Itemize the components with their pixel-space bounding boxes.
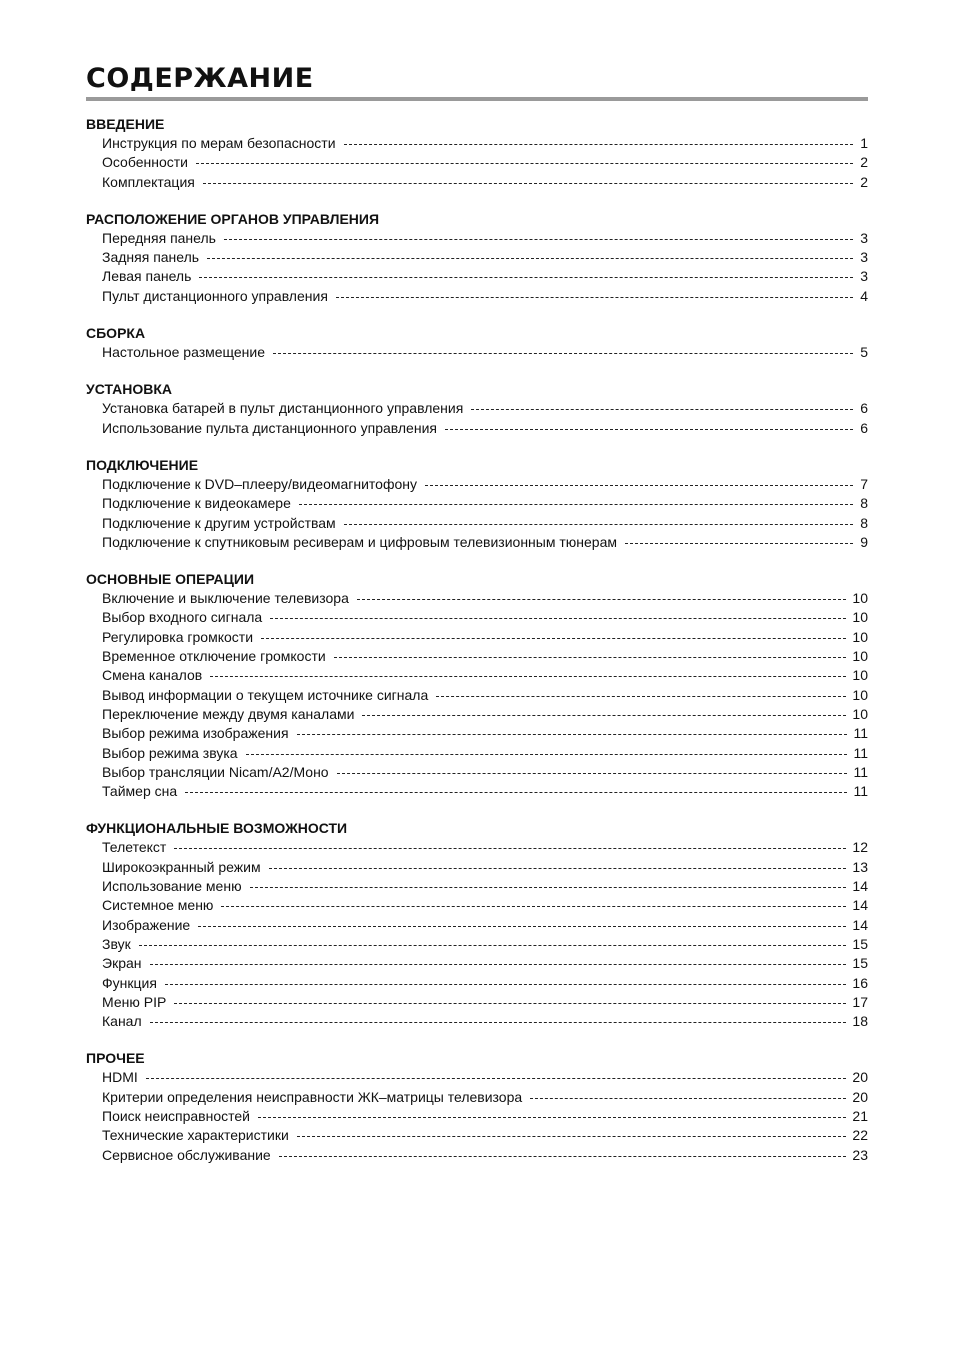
toc-entry[interactable] (86, 686, 868, 705)
section-heading: ПРОЧЕЕ (86, 1050, 145, 1067)
toc-entry-page-number: 3 (860, 229, 868, 246)
toc-entry-label: Выбор режима изображения (102, 725, 289, 742)
dot-leader (207, 258, 853, 259)
dot-leader (258, 1117, 846, 1118)
toc-entry-page-number: 11 (853, 763, 868, 780)
toc-section (86, 456, 868, 552)
toc-entry[interactable] (86, 399, 868, 418)
toc-entry-page-number: 9 (860, 533, 868, 550)
dot-leader (297, 1136, 847, 1137)
table-of-contents (86, 62, 868, 1183)
dot-leader (224, 239, 853, 240)
toc-section (86, 380, 868, 438)
toc-entry-page-number: 14 (852, 878, 868, 895)
toc-entry[interactable] (86, 287, 868, 306)
dot-leader (625, 543, 853, 544)
section-heading: ПОДКЛЮЧЕНИЕ (86, 456, 199, 473)
toc-entry-page-number: 17 (852, 993, 868, 1010)
toc-entry[interactable] (86, 1068, 868, 1087)
dot-leader (198, 926, 846, 927)
dot-leader (196, 163, 853, 164)
dot-leader (273, 353, 853, 354)
toc-entry[interactable] (86, 954, 868, 973)
toc-entry[interactable] (86, 763, 868, 782)
toc-entry[interactable] (86, 916, 868, 935)
toc-entry-page-number: 16 (852, 974, 868, 991)
toc-entry-page-number: 8 (860, 514, 868, 531)
toc-entry-page-number: 10 (852, 705, 868, 722)
toc-section (86, 210, 868, 306)
toc-entry[interactable] (86, 1012, 868, 1031)
toc-entry[interactable] (86, 647, 868, 666)
dot-leader (165, 984, 847, 985)
dot-leader (297, 734, 848, 735)
toc-entry-page-number: 3 (860, 249, 868, 266)
toc-entry-page-number: 18 (852, 1013, 868, 1030)
dot-leader (246, 754, 848, 755)
toc-entry-label: Регулировка громкости (102, 628, 254, 645)
toc-entry-label: Широкоэкранный режим (102, 858, 261, 875)
toc-entry-page-number: 10 (852, 628, 868, 645)
toc-entry[interactable] (86, 153, 868, 172)
toc-entry-page-number: 14 (852, 916, 868, 933)
toc-entry-page-number: 8 (860, 495, 868, 512)
toc-entry-label: Системное меню (102, 897, 214, 914)
toc-entry-label: Временное отключение громкости (102, 648, 326, 665)
toc-entry-page-number: 20 (852, 1088, 868, 1105)
dot-leader (270, 618, 846, 619)
toc-entry-label: Подключение к другим устройствам (102, 514, 336, 531)
toc-entry[interactable] (86, 1146, 868, 1165)
toc-entry[interactable] (86, 705, 868, 724)
toc-entry-label: Сервисное обслуживание (102, 1146, 271, 1163)
dot-leader (344, 524, 853, 525)
dot-leader (299, 504, 853, 505)
dot-leader (357, 599, 847, 600)
dot-leader (150, 964, 847, 965)
toc-entry-page-number: 23 (852, 1146, 868, 1163)
toc-entry-page-number: 11 (853, 725, 868, 742)
dot-leader (139, 945, 847, 946)
dot-leader (174, 1003, 846, 1004)
toc-entry-label: Включение и выключение телевизора (102, 590, 349, 607)
toc-entry-label: Смена каналов (102, 667, 203, 684)
toc-entry[interactable] (86, 343, 868, 362)
toc-entry-label: Переключение между двумя каналами (102, 705, 355, 722)
toc-entry[interactable] (86, 229, 868, 248)
toc-entry-page-number: 11 (853, 783, 868, 800)
toc-entry[interactable] (86, 533, 868, 552)
toc-entry-label: Звук (102, 935, 131, 952)
toc-entry[interactable] (86, 1088, 868, 1107)
dot-leader (174, 848, 846, 849)
toc-section (86, 819, 868, 1031)
dot-leader (261, 638, 846, 639)
toc-section (86, 570, 868, 801)
dot-leader (185, 792, 847, 793)
dot-leader (269, 868, 847, 869)
section-heading: ВВЕДЕНИЕ (86, 116, 165, 132)
toc-entry-page-number: 3 (860, 268, 868, 285)
toc-section (86, 1049, 868, 1164)
toc-entry[interactable] (86, 858, 868, 877)
toc-entry-page-number: 10 (852, 609, 868, 626)
dot-leader (362, 715, 846, 716)
toc-entry-label: HDMI (102, 1069, 138, 1086)
toc-entry[interactable] (86, 1126, 868, 1145)
toc-entry[interactable] (86, 608, 868, 627)
toc-entry[interactable] (86, 993, 868, 1012)
section-heading: УСТАНОВКА (86, 381, 173, 398)
dot-leader (210, 676, 846, 677)
toc-entry-page-number: 10 (852, 590, 868, 607)
section-heading: ОСНОВНЫЕ ОПЕРАЦИИ (86, 571, 255, 588)
toc-entry-label: Технические характеристики (102, 1127, 289, 1144)
toc-entry-label: Выбор входного сигнала (102, 609, 263, 626)
toc-entry-page-number: 2 (860, 173, 868, 190)
toc-entry-label: Выбор режима звука (102, 744, 238, 761)
toc-entry-label: Экран (102, 955, 142, 972)
toc-entry-page-number: 22 (852, 1127, 868, 1144)
toc-entry-page-number: 2 (860, 154, 868, 171)
dot-leader (334, 657, 847, 658)
dot-leader (250, 887, 847, 888)
toc-entry-page-number: 21 (852, 1107, 868, 1124)
toc-entry-page-number: 15 (852, 935, 868, 952)
toc-entry-page-number: 6 (860, 400, 868, 417)
toc-entry[interactable] (86, 935, 868, 954)
toc-entry[interactable] (86, 877, 868, 896)
toc-entry-page-number: 20 (852, 1069, 868, 1086)
toc-entry-label: Функция (102, 974, 157, 991)
dot-leader (445, 429, 853, 430)
dot-leader (436, 696, 846, 697)
dot-leader (203, 183, 853, 184)
toc-entry-page-number: 10 (852, 686, 868, 703)
section-heading: ФУНКЦИОНАЛЬНЫЕ ВОЗМОЖНОСТИ (86, 820, 348, 837)
toc-entry[interactable] (86, 173, 868, 192)
toc-entry-page-number: 1 (860, 135, 868, 151)
toc-section (86, 324, 868, 362)
toc-entry[interactable] (86, 838, 868, 857)
toc-entry-page-number: 11 (853, 744, 868, 761)
title-divider (86, 97, 868, 101)
toc-entry-page-number: 14 (852, 897, 868, 914)
toc-section (86, 115, 868, 192)
toc-entry-label: Комплектация (102, 173, 195, 190)
toc-entry-page-number: 10 (852, 667, 868, 684)
toc-entry-label: Телетекст (102, 839, 167, 856)
dot-leader (471, 409, 853, 410)
toc-entry[interactable] (86, 514, 868, 533)
toc-entry-label: Выбор трансляции Nicam/A2/Моно (102, 763, 329, 780)
toc-entry-page-number: 7 (860, 475, 868, 492)
toc-entry[interactable] (86, 248, 868, 267)
toc-entry-page-number: 5 (860, 344, 868, 361)
section-heading: СБОРКА (86, 325, 146, 342)
toc-entry[interactable] (86, 782, 868, 801)
toc-entry-label: Подключение к спутниковым ресиверам и цифровым телевизионным тюнерам (102, 533, 617, 550)
toc-entry-label: Поиск неисправностей (102, 1107, 250, 1124)
dot-leader (336, 297, 853, 298)
dot-leader (199, 277, 853, 278)
dot-leader (337, 773, 848, 774)
toc-entry[interactable] (86, 724, 868, 743)
toc-entry-label: Левая панель (102, 268, 192, 285)
toc-entry-page-number: 4 (860, 287, 868, 304)
dot-leader (146, 1078, 847, 1079)
toc-entry-label: Установка батарей в пульт дистанционного управления (102, 400, 464, 417)
toc-entry[interactable] (86, 896, 868, 915)
dot-leader (344, 144, 853, 145)
toc-entry[interactable] (86, 974, 868, 993)
toc-entry-label: Задняя панель (102, 249, 200, 266)
toc-sections (86, 115, 868, 1165)
dot-leader (150, 1022, 847, 1023)
toc-entry[interactable] (86, 589, 868, 608)
toc-entry-label: Передняя панель (102, 229, 216, 246)
toc-entry[interactable] (86, 494, 868, 513)
toc-entry[interactable] (86, 134, 868, 153)
toc-entry[interactable] (86, 744, 868, 763)
toc-entry-page-number: 12 (852, 839, 868, 856)
dot-leader (221, 906, 846, 907)
toc-entry-label: Таймер сна (102, 783, 178, 800)
toc-entry-label: Использование меню (102, 878, 242, 895)
toc-entry-page-number: 10 (852, 648, 868, 665)
toc-entry-label: Вывод информации о текущем источнике сигнала (102, 686, 429, 703)
toc-entry-label: Подключение к видеокамере (102, 495, 291, 512)
toc-entry[interactable] (86, 267, 868, 286)
toc-entry[interactable] (86, 1107, 868, 1126)
page-title: СОДЕРЖАНИЕ (86, 63, 314, 94)
toc-entry-label: Инструкция по мерам безопасности (102, 135, 336, 151)
toc-entry-label: Использование пульта дистанционного управления (102, 419, 437, 436)
toc-entry[interactable] (86, 475, 868, 494)
dot-leader (279, 1156, 847, 1157)
dot-leader (425, 485, 853, 486)
section-heading: РАСПОЛОЖЕНИЕ ОРГАНОВ УПРАВЛЕНИЯ (86, 210, 380, 227)
toc-entry-page-number: 13 (852, 858, 868, 875)
toc-entry-label: Меню PIP (102, 993, 167, 1010)
toc-entry-label: Критерии определения неисправности ЖК–матрицы телевизора (102, 1088, 523, 1105)
dot-leader (530, 1098, 846, 1099)
toc-entry-label: Особенности (102, 154, 188, 171)
toc-entry[interactable] (86, 419, 868, 438)
toc-entry-label: Настольное размещение (102, 344, 266, 361)
toc-entry[interactable] (86, 628, 868, 647)
toc-entry-label: Подключение к DVD–плееру/видеомагнитофону (102, 475, 418, 492)
toc-entry-page-number: 15 (852, 955, 868, 972)
toc-entry-label: Канал (102, 1013, 142, 1030)
toc-entry-label: Пульт дистанционного управления (102, 287, 328, 304)
toc-entry[interactable] (86, 666, 868, 685)
toc-entry-page-number: 6 (860, 419, 868, 436)
toc-entry-label: Изображение (102, 916, 191, 933)
